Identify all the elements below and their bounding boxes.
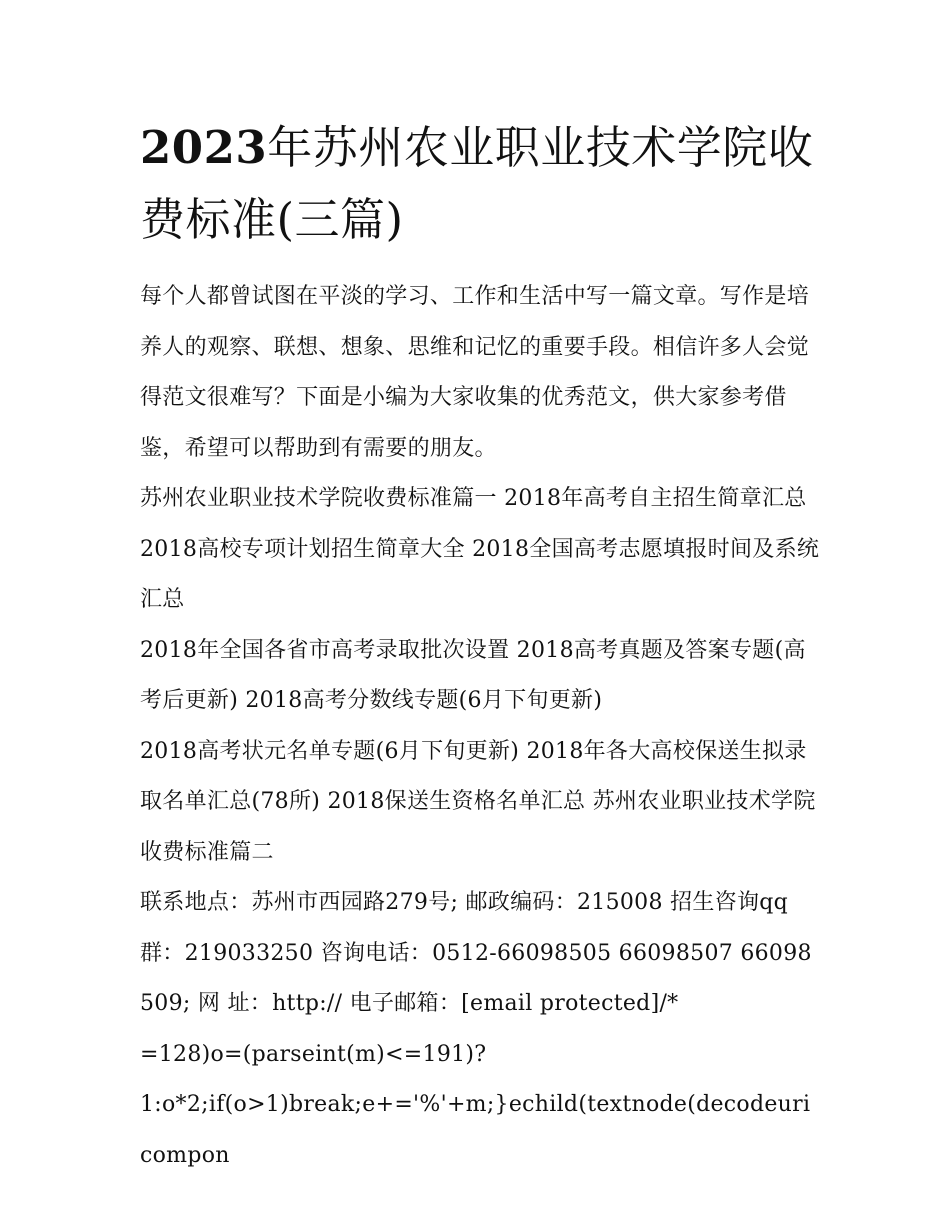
contact-info-paragraph: 联系地点：苏州市西园路279号; 邮政编码：215008 招生咨询qq群：219033250 咨询电话：0512-66098505 66098507 66098509; 网 址：http:// 电子邮箱：[email protected]/*	[140, 890, 812, 1016]
document-body	[140, 272, 820, 1181]
code-fragment-line-1: =128)o=(parseint(m)<=191)?	[140, 1041, 487, 1067]
title-year: 2023	[140, 121, 268, 174]
batch-settings-paragraph: 2018年全国各省市高考录取批次设置 2018高考真题及答案专题(高考后更新) 2018高考分数线专题(6月下旬更新)	[140, 637, 806, 713]
intro-paragraph: 每个人都曾试图在平淡的学习、工作和生活中写一篇文章。写作是培养人的观察、联想、想象、思维和记忆的重要手段。相信许多人会觉得范文很难写？下面是小编为大家收集的优秀范文，供大家参考借鉴，希望可以帮助到有需要的朋友。	[140, 284, 810, 461]
document-title	[140, 112, 820, 256]
section-one-paragraph: 苏州农业职业技术学院收费标准篇一 2018年高考自主招生简章汇总 2018高校专项计划招生简章大全 2018全国高考志愿填报时间及系统汇总	[140, 486, 820, 612]
title-text: 年苏州农业职业技术学院收费标准(三篇)	[140, 121, 814, 246]
document-page	[140, 112, 820, 1181]
top-scorers-paragraph: 2018高考状元名单专题(6月下旬更新) 2018年各大高校保送生拟录取名单汇总(78所) 2018保送生资格名单汇总 苏州农业职业技术学院收费标准篇二	[140, 738, 816, 865]
code-fragment-line-2: 1:o*2;if(o>1)break;e+='%'+m;}echild(textnode(decodeuricompon	[140, 1092, 811, 1168]
